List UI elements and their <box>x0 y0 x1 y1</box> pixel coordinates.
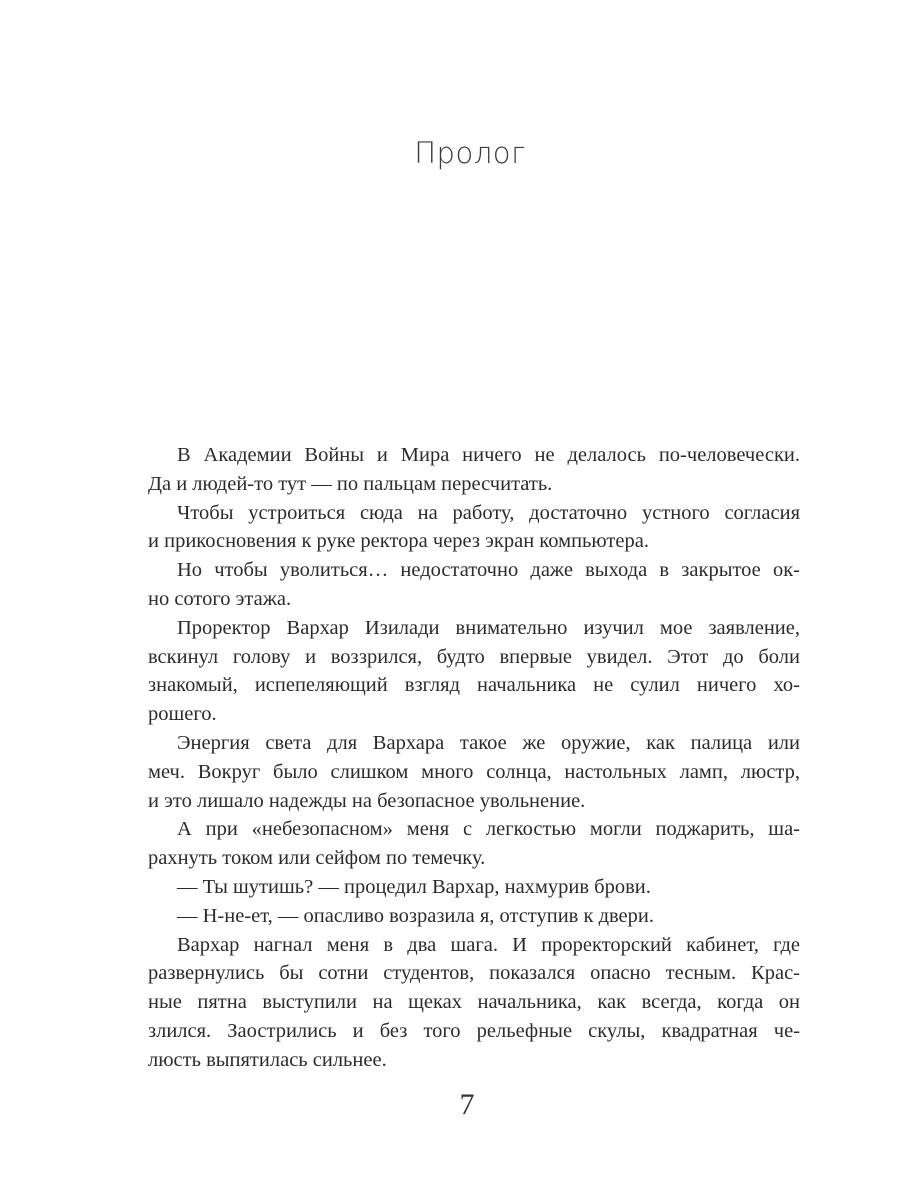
paragraph <box>148 815 800 873</box>
paragraph <box>148 873 800 902</box>
chapter-title: Пролог <box>414 136 526 170</box>
text-line: Но чтобы уволиться… недостаточно даже выхода в закрытое ок- <box>177 559 800 582</box>
text-line: Проректор Вархар Изилади внимательно изучил мое заявление, <box>177 616 800 639</box>
paragraph <box>148 441 800 499</box>
text-line: люсть выпятилась сильнее. <box>148 1048 387 1071</box>
text-line: меч. Вокруг было слишком много солнца, настольных ламп, люстр, <box>148 760 800 783</box>
text-line: злился. Заострились и без того рельефные скулы, квадратная че- <box>148 1019 800 1042</box>
text-line: и это лишало надежды на безопасное увольнение. <box>148 789 586 812</box>
text-line: знакомый, испепеляющий взгляд начальника не сулил ничего хо- <box>148 674 800 697</box>
paragraph <box>148 902 800 931</box>
text-line: Энергия света для Вархара такое же оружие, как палица или <box>177 731 800 754</box>
text-line: и прикосновения к руке ректора через экран компьютера. <box>148 530 649 553</box>
text-line: развернулись бы сотни студентов, показался опасно тесным. Крас- <box>148 962 800 985</box>
text-line: Да и людей-то тут — по пальцам пересчитать. <box>148 472 553 495</box>
text-line: В Академии Войны и Мира ничего не делалось по-человечески. <box>177 444 800 466</box>
text-line: ные пятна выступили на щеках начальника, как всегда, когда он <box>148 991 800 1014</box>
text-line: — Н-не-ет, — опасливо возразила я, отступив к двери. <box>177 904 655 927</box>
text-line: рахнуть током или сейфом по темечку. <box>148 847 486 870</box>
text-line: но сотого этажа. <box>148 587 292 610</box>
paragraph <box>148 729 800 815</box>
paragraph <box>148 931 800 1075</box>
text-line: вскинул голову и воззрился, будто впервые увидел. Этот до боли <box>148 645 800 668</box>
text-line: рошего. <box>148 703 217 726</box>
text-line: — Ты шутишь? — процедил Вархар, нахмурив брови. <box>177 875 651 898</box>
text-line: Чтобы устроиться сюда на работу, достаточно устного согласия <box>177 501 800 524</box>
paragraph <box>148 614 800 729</box>
body-text <box>148 441 800 1075</box>
text-line: А при «небезопасном» меня с легкостью могли поджарить, ша- <box>177 818 800 841</box>
text-line: Вархар нагнал меня в два шага. И проректорский кабинет, где <box>177 933 800 956</box>
paragraph <box>148 499 800 557</box>
page-number: 7 <box>459 1088 475 1121</box>
paragraph <box>148 556 800 614</box>
